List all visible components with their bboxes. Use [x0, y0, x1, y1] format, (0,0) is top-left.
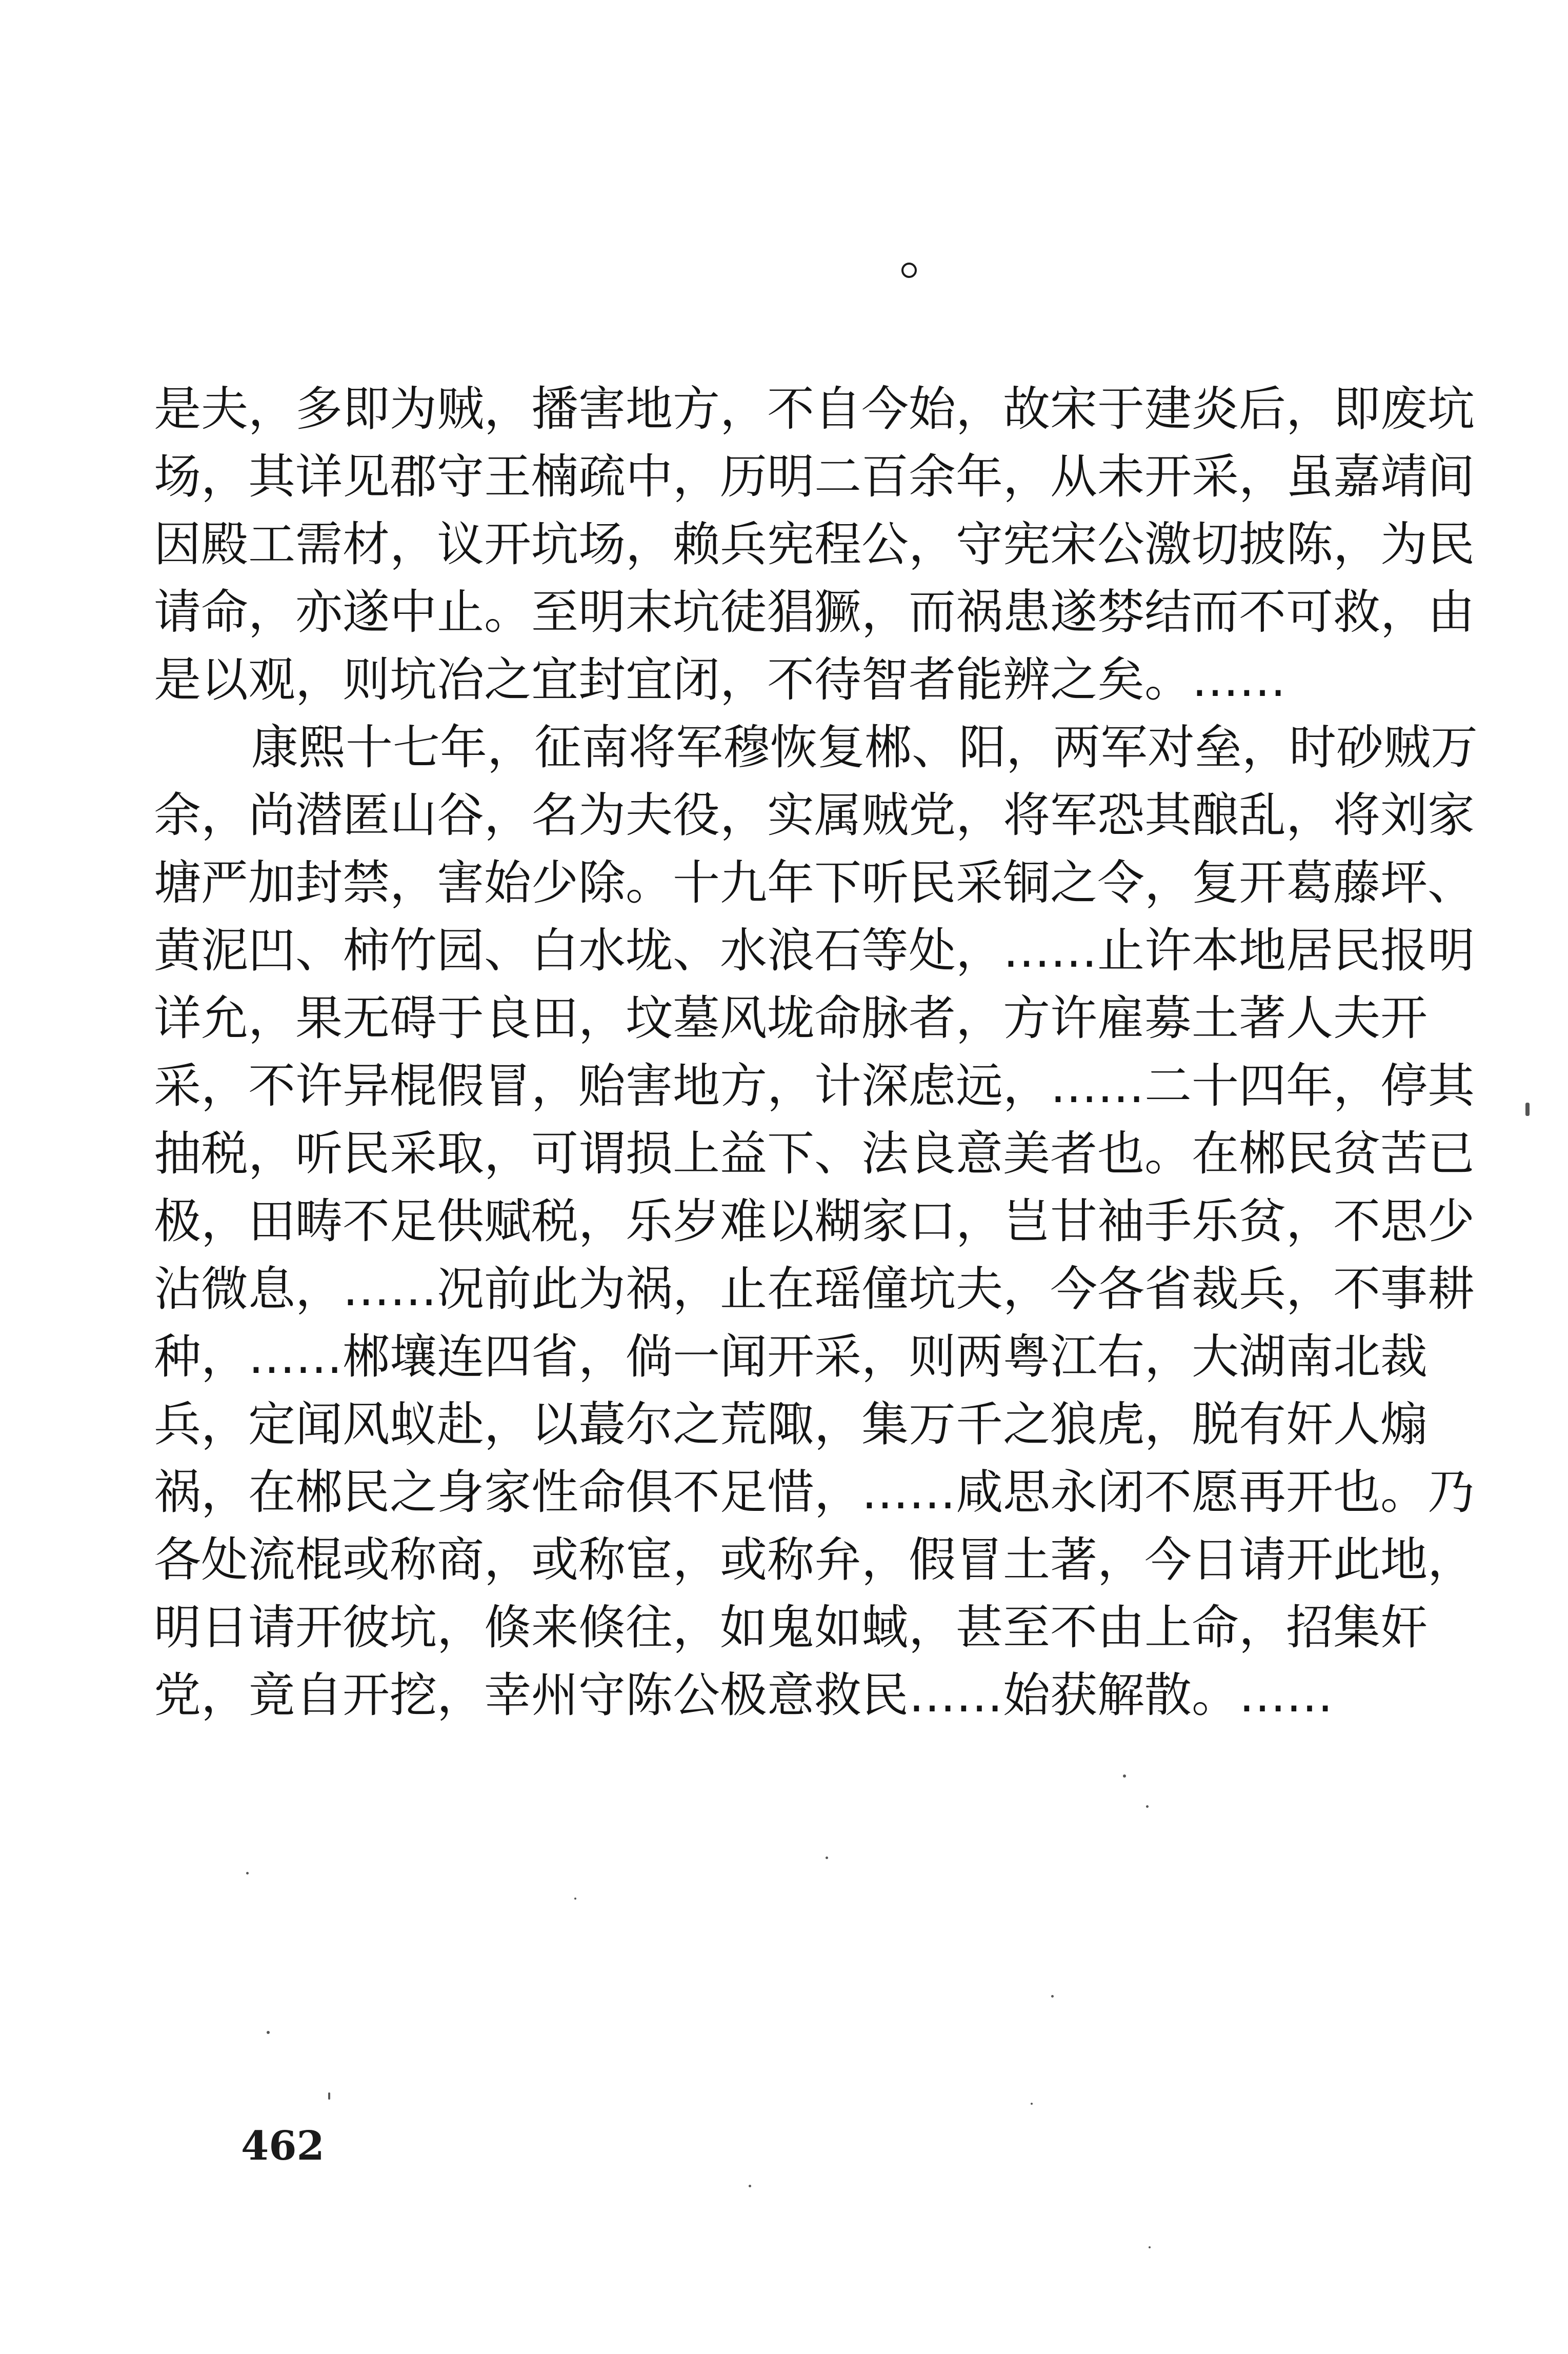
text-line: 种，……郴壤连四省，倘一闻开采，则两粤江右，大湖南北裁	[154, 1329, 1428, 1384]
scan-speck	[1149, 2246, 1151, 2248]
text-line: 祸，在郴民之身家性命俱不足惜，……咸思永闭不愿再开也。乃	[154, 1465, 1475, 1520]
scan-speck	[749, 2185, 751, 2187]
text-line: 因殿工需材，议开坑场，赖兵宪程公，守宪宋公激切披陈，为民	[154, 517, 1475, 572]
text-line: 采，不许异棍假冒，贻害地方，计深虑远，……二十四年，停其	[154, 1059, 1475, 1113]
printer-mark	[901, 263, 917, 278]
text-line: 明日请开彼坑，倏来倏往，如鬼如蜮，甚至不由上命，招集奸	[154, 1600, 1428, 1655]
text-line: 塘严加封禁，害始少除。十九年下听民采铜之令，复开葛藤坪、	[154, 855, 1475, 910]
scan-speck	[328, 2092, 330, 2100]
text-line: 请命，亦遂中止。至明末坑徒猖獗，而祸患遂棼结而不可救，由	[154, 585, 1475, 640]
scan-speck	[574, 1898, 576, 1900]
scan-speck	[1123, 1774, 1126, 1778]
text-line: 详允，果无碍于良田，坟墓风垅命脉者，方许雇募土著人夫开	[154, 991, 1428, 1046]
text-line: 场，其详见郡守王楠疏中，历明二百余年，从未开采，虽嘉靖间	[154, 449, 1475, 504]
body-text	[154, 375, 1478, 1729]
scan-speck	[1031, 2103, 1033, 2105]
text-line: 余，尚潜匿山谷，名为夫役，实属贼党，将军恐其酿乱，将刘家	[154, 788, 1475, 843]
page-number: 462	[241, 2123, 325, 2169]
text-line: 党，竟自开挖，幸州守陈公极意救民……始获解散。……	[154, 1668, 1334, 1723]
text-line: 抽税，听民采取，可谓损上益下、法良意美者也。在郴民贫苦已	[154, 1126, 1475, 1181]
text-line: 黄泥凹、柿竹园、白水垅、水浪石等处，……止许本地居民报明	[154, 923, 1475, 978]
scan-speck	[1525, 1103, 1530, 1116]
scan-speck	[1051, 1995, 1054, 1998]
text-line: 是夫，多即为贼，播害地方，不自今始，故宋于建炎后，即废坑	[154, 382, 1475, 436]
scan-speck	[1146, 1805, 1149, 1808]
scan-speck	[246, 1872, 249, 1874]
text-line: 康熙十七年，征南将军穆恢复郴、阳，两军对垒，时砂贼万	[251, 720, 1478, 775]
text-line: 各处流棍或称商，或称宦，或称弁，假冒土著，今日请开此地，	[154, 1532, 1475, 1587]
text-line: 沾微息，……况前此为祸，止在瑶僮坑夫，今各省裁兵，不事耕	[154, 1262, 1475, 1316]
scan-speck	[826, 1857, 828, 1859]
scan-speck	[267, 2031, 270, 2034]
text-line: 兵，定闻风蚁赴，以蕞尔之荒陬，集万千之狼虎，脱有奸人煽	[154, 1397, 1428, 1452]
text-line: 是以观，则坑冶之宜封宜闭，不待智者能辨之矣。……	[154, 652, 1286, 707]
text-line: 极，田畴不足供赋税，乐岁难以糊家口，岂甘袖手乐贫，不思少	[154, 1194, 1475, 1249]
